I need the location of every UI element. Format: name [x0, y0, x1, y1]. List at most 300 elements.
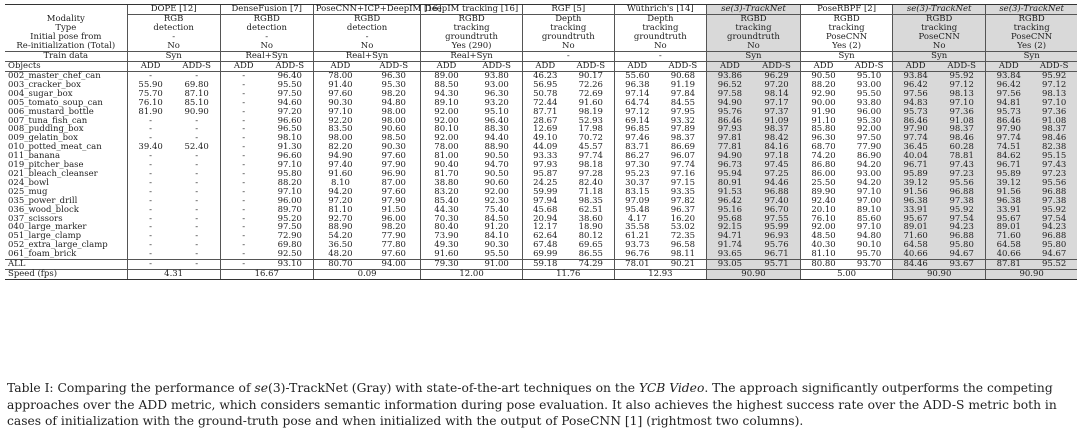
metric-value-text: 40.66	[903, 249, 928, 260]
metric-value-text: 74.20	[811, 151, 836, 162]
method-reinit-text: No	[932, 41, 946, 52]
method-train-text: Real+Syn	[345, 51, 389, 62]
caption-part2: (3)-TrackNet (Gray) with state-of-the-art techniques on the	[268, 381, 639, 396]
metric-header-text: ADD-S	[379, 61, 409, 72]
metric-value-text: 94.00	[381, 259, 406, 270]
metric-value-text: 95.92	[1041, 71, 1067, 81]
metric-value-text: 69.80	[277, 240, 302, 251]
metric-value-text: 97.90	[903, 124, 928, 135]
metric-value-text: 45.57	[578, 142, 603, 153]
metric-value-text: 39.12	[996, 177, 1021, 188]
method-name-text: PoseRBPF [2]	[817, 4, 877, 15]
metric-value-text: 94.30	[434, 88, 459, 99]
metric-value-text: 30.37	[625, 177, 650, 188]
metric-value-text: 95.70	[856, 249, 882, 260]
method-reinit-text: No	[562, 41, 575, 52]
metric-value-text: 97.74	[578, 151, 603, 162]
row-label	[5, 52, 127, 62]
metric-value-text: 59.99	[533, 186, 558, 197]
metric-value-text: 97.36	[949, 106, 974, 117]
method-name-text: se(3)-TrackNet	[721, 4, 786, 15]
metric-value-text: 96.60	[277, 151, 302, 162]
speed-value-text: 90.90	[927, 268, 952, 279]
metric-value-text: 97.00	[856, 195, 882, 206]
metric-value-text: 96.88	[949, 186, 974, 197]
metric-value-text: 92.15	[717, 222, 743, 233]
metric-value-text: 93.67	[949, 259, 974, 270]
metric-value-text: 45.68	[533, 204, 558, 215]
metric-value-text: 95.30	[856, 115, 882, 126]
method-modality-text: RGBD	[926, 14, 953, 25]
metric-value-text: 97.74	[996, 133, 1021, 144]
metric-value-text: 93.84	[903, 71, 928, 81]
metric-value-text: 76.10	[138, 97, 163, 108]
metric-value-text: 85.60	[856, 213, 882, 224]
metric-value-text: -	[242, 160, 246, 171]
metric-value	[267, 260, 314, 270]
metric-value-text: 95.56	[1041, 177, 1067, 188]
metric-value-text: 87.10	[184, 88, 209, 99]
metric-value-text: -	[195, 249, 199, 260]
metric-value	[367, 260, 421, 270]
metric-value-text: 89.00	[434, 71, 459, 81]
metric-value-text: 68.70	[811, 142, 836, 153]
metric-value-text: 97.23	[949, 168, 974, 179]
metric-value-text: 91.53	[717, 186, 743, 197]
metric-value-text: -	[242, 249, 246, 260]
caption-part3: . The approach significantly outperforms the competing approaches over the ADD metric, which considers semantic information during pose evaluation. It also achieves the highest success rate over the ADD-S metric both in cases of initialization with the ground-truth pose and when initialized with the output of PoseCNN [1] (rightmost two columns).	[7, 381, 1057, 428]
metric-value	[614, 260, 660, 270]
metric-value-text: 81.90	[138, 106, 163, 117]
metric-value-text: 62.51	[578, 204, 603, 215]
metric-value-text: 96.88	[1041, 231, 1067, 242]
metric-value-text: 77.81	[717, 142, 743, 153]
metric-value-text: 97.17	[764, 97, 789, 108]
table-row	[5, 33, 1077, 42]
metric-value-text: 92.00	[434, 133, 459, 144]
metric-value-text: 90.21	[670, 259, 696, 270]
metric-value-text: 94.71	[717, 231, 743, 242]
metric-header-text: ADD	[905, 61, 926, 72]
metric-value-text: 95.48	[625, 204, 650, 215]
metric-value-text: 52.40	[184, 142, 209, 153]
metric-value-text: 86.27	[625, 151, 650, 162]
metric-value	[753, 260, 801, 270]
metric-value-text: 96.70	[764, 204, 789, 215]
metric-value-text: 97.74	[903, 133, 928, 144]
method-name	[522, 5, 614, 15]
metric-value-text: 81.00	[434, 151, 459, 162]
metric-value-text: 77.90	[381, 231, 406, 242]
method-train	[313, 52, 421, 62]
metric-value-text: 96.76	[625, 249, 650, 260]
method-modality-text: RGB	[163, 14, 184, 25]
object-name-text: 003_cracker_box	[8, 79, 81, 90]
metric-value-text: 48.20	[328, 249, 353, 260]
metric-value-text: 88.90	[328, 222, 353, 233]
metric-value-text: 95.50	[856, 88, 882, 99]
metric-value-text: 92.90	[811, 88, 836, 99]
metric-header	[367, 62, 421, 72]
results-table	[5, 4, 1077, 280]
metric-header	[1031, 62, 1077, 72]
method-reinit-text: No	[167, 41, 180, 52]
metric-value-text: 78.81	[949, 151, 974, 162]
metric-value-text: 17.98	[578, 124, 603, 135]
metric-value-text: 89.90	[811, 186, 836, 197]
metric-value-text: 50.78	[533, 88, 558, 99]
metric-value-text: 95.89	[996, 168, 1021, 179]
metric-value-text: 97.20	[764, 79, 789, 90]
method-modality-text: RGBD	[253, 14, 280, 25]
metric-value-text: 91.60	[328, 168, 353, 179]
method-modality-text: RGBD	[1018, 14, 1045, 25]
metric-value-text: 91.40	[328, 79, 353, 90]
metric-value-text: 35.58	[625, 222, 650, 233]
metric-value-text: 95.10	[856, 71, 882, 81]
metric-value-text: -	[149, 124, 153, 135]
metric-value-text: 60.28	[949, 142, 974, 153]
metric-header	[220, 62, 267, 72]
metric-value-text: 98.35	[578, 195, 603, 206]
metric-value-text: 94.23	[1041, 222, 1067, 233]
metric-value-text: 86.00	[811, 168, 836, 179]
metric-value-text: 95.92	[949, 71, 974, 81]
metric-value-text: 90.00	[811, 97, 836, 108]
metric-header-text: ADD	[813, 61, 834, 72]
metric-value-text: 95.71	[764, 259, 789, 270]
metric-value-text: 71.60	[903, 231, 928, 242]
metric-value-text: 92.00	[434, 106, 459, 117]
metric-value-text: 94.80	[381, 97, 406, 108]
metric-value-text: 98.50	[381, 133, 406, 144]
metric-value-text: 95.73	[903, 106, 928, 117]
metric-value	[568, 260, 615, 270]
metric-value-text: -	[195, 222, 199, 233]
method-init-text: -	[172, 32, 176, 43]
metric-value-text: 53.02	[670, 222, 696, 233]
metric-value-text: 96.52	[717, 79, 743, 90]
metric-value-text: 91.56	[996, 186, 1021, 197]
metric-value-text: 44.09	[533, 142, 558, 153]
metric-value-text: 36.45	[903, 142, 928, 153]
metric-value-text: 92.50	[277, 249, 302, 260]
metric-value-text: 67.48	[533, 240, 558, 251]
metric-value-text: 98.19	[578, 106, 603, 117]
speed-value-text: 16.67	[254, 268, 279, 279]
speed-value	[893, 269, 986, 279]
metric-value-text: 94.81	[996, 97, 1021, 108]
speed-value	[986, 269, 1077, 279]
metric-value-text: 97.12	[1041, 79, 1067, 90]
metric-value-text: -	[195, 195, 199, 206]
speed-value-text: 11.76	[556, 268, 581, 279]
metric-value-text: 86.55	[578, 249, 603, 260]
metric-value-text: 70.30	[434, 213, 459, 224]
metric-value-text: -	[149, 186, 153, 197]
metric-value-text: 97.46	[625, 133, 650, 144]
method-train	[801, 52, 893, 62]
metric-header	[313, 62, 367, 72]
metric-value-text: 86.90	[856, 151, 882, 162]
metric-value-text: 96.00	[856, 106, 882, 117]
metric-value-text: 98.46	[1041, 133, 1067, 144]
method-name-text: RGF [5]	[551, 4, 586, 15]
metric-header	[846, 62, 893, 72]
metric-header-text: ADD	[436, 61, 457, 72]
metric-value-text: 69.80	[184, 79, 209, 90]
metric-header-text: ADD	[535, 61, 556, 72]
metric-value	[660, 260, 707, 270]
metric-value-text: 97.36	[1041, 106, 1067, 117]
metric-value-text: 88.20	[811, 79, 836, 90]
metric-value-text: 74.29	[578, 259, 603, 270]
metric-value-text: 90.10	[856, 240, 882, 251]
metric-header	[614, 62, 660, 72]
metric-value	[893, 260, 939, 270]
metric-value-text: 96.00	[381, 213, 406, 224]
metric-value-text: 90.90	[184, 106, 209, 117]
metric-value-text: 90.68	[670, 71, 696, 81]
metric-value-text: 25.50	[811, 177, 836, 188]
metric-value-text: 59.18	[533, 259, 558, 270]
metric-value-text: 85.40	[434, 195, 459, 206]
metric-value-text: 96.60	[277, 115, 302, 126]
metric-header	[986, 62, 1032, 72]
metric-value-text: 93.84	[996, 71, 1021, 81]
method-modality-text: RGBD	[740, 14, 767, 25]
metric-value-text: 40.30	[811, 240, 836, 251]
metric-value-text: 95.94	[717, 168, 743, 179]
metric-value-text: -	[195, 213, 199, 224]
metric-value-text: 95.10	[484, 106, 509, 117]
caption-part1: Table I: Comparing the performance of	[7, 381, 255, 396]
metric-value-text: 93.65	[717, 249, 743, 260]
metric-value-text: 86.80	[811, 160, 836, 171]
metric-value-text: 8.10	[330, 177, 350, 188]
metric-header	[706, 62, 753, 72]
metric-value-text: 94.46	[764, 177, 789, 188]
metric-value-text: 72.26	[578, 79, 603, 90]
speed-value-text: 4.31	[164, 268, 184, 279]
metric-value-text: 95.56	[949, 177, 974, 188]
metric-value-text: 97.94	[533, 195, 558, 206]
metric-header-text: ADD-S	[482, 61, 511, 72]
metric-value-text: 80.80	[811, 259, 836, 270]
speed-label-text: Speed (fps)	[8, 268, 58, 279]
metric-value-text: 91.19	[670, 79, 696, 90]
metric-value-text: 94.60	[277, 97, 302, 108]
method-reinit-text: No	[747, 41, 760, 52]
metric-header-text: ADD-S	[762, 61, 791, 72]
object-name-text: 040_large_marker	[8, 222, 87, 233]
metric-value-text: 76.10	[811, 213, 836, 224]
speed-value	[127, 269, 220, 279]
metric-value	[938, 260, 986, 270]
metric-value-text: 64.58	[903, 240, 928, 251]
table-row	[5, 269, 1077, 279]
metric-value-text: 96.40	[484, 115, 509, 126]
metric-value-text: 97.10	[1041, 97, 1067, 108]
metric-value-text: 81.10	[811, 249, 836, 260]
metric-value-text: 98.46	[949, 133, 974, 144]
metric-value-text: 93.70	[856, 259, 882, 270]
metric-value-text: 82.40	[578, 177, 603, 188]
metric-value-text: 52.93	[578, 115, 603, 126]
metric-value-text: 96.50	[277, 124, 302, 135]
metric-value-text: 85.10	[184, 97, 209, 108]
metric-header	[660, 62, 707, 72]
metric-value-text: 92.20	[328, 115, 353, 126]
object-name-text: 004_sugar_box	[8, 88, 73, 99]
method-init-text: PoseCNN	[918, 32, 960, 43]
metric-value-text: 83.50	[328, 124, 353, 135]
speed-value-text: 90.90	[1019, 268, 1044, 279]
method-name	[313, 4, 442, 15]
metric-value-text: 91.08	[949, 115, 974, 126]
metric-value-text: 96.38	[903, 195, 928, 206]
method-train-text: Real+Syn	[245, 51, 288, 62]
table-row	[5, 52, 1077, 62]
metric-value-text: 97.50	[856, 133, 882, 144]
metric-value-text: 96.42	[717, 195, 743, 206]
method-modality-text: RGBD	[833, 14, 860, 25]
speed-value	[522, 269, 614, 279]
metric-value-text: 90.30	[328, 97, 353, 108]
metric-value-text: 95.20	[277, 213, 302, 224]
metric-value-text: 96.40	[277, 71, 302, 81]
metric-value-text: 94.40	[484, 133, 509, 144]
metric-value-text: -	[195, 231, 199, 242]
method-name	[801, 5, 893, 15]
metric-value-text: 96.37	[670, 204, 696, 215]
method-reinit-text: No	[654, 41, 667, 52]
metric-value-text: 91.09	[764, 115, 789, 126]
metric-value-text: 40.04	[903, 151, 928, 162]
metric-value-text: 92.70	[328, 213, 353, 224]
method-train-text: Syn	[165, 51, 182, 62]
metric-value-text: 97.60	[381, 186, 406, 197]
metric-value	[472, 260, 523, 270]
metric-value-text: 71.18	[578, 186, 603, 197]
metric-value-text: 84.55	[670, 97, 696, 108]
metric-value-text: 87.00	[381, 177, 406, 188]
method-type-text: tracking	[828, 23, 865, 34]
metric-value-text: 97.37	[764, 106, 789, 117]
object-name-text: 052_extra_large_clamp	[8, 240, 108, 251]
metric-value-text: 89.70	[277, 204, 302, 215]
metric-value-text: 33.91	[996, 204, 1021, 215]
metric-value-text: 94.90	[717, 97, 743, 108]
metric-value-text: 80.10	[434, 124, 459, 135]
metric-value-text: -	[242, 259, 246, 270]
metric-value-text: 88.30	[484, 124, 509, 135]
metric-value-text: 88.20	[277, 177, 302, 188]
metric-value-text: -	[242, 133, 246, 144]
metric-value-text: 97.30	[625, 160, 650, 171]
metric-value-text: -	[149, 222, 153, 233]
metric-value-text: 97.16	[670, 168, 696, 179]
metric-value-text: 61.21	[625, 231, 650, 242]
metric-header	[753, 62, 801, 72]
metric-value-text: 97.40	[328, 160, 353, 171]
metric-value-text: 97.43	[949, 160, 974, 171]
metric-value-text: -	[149, 177, 153, 188]
metric-value-text: 97.90	[381, 195, 406, 206]
metric-value-text: 93.33	[533, 151, 558, 162]
metric-value-text: 97.10	[856, 186, 882, 197]
metric-value-text: -	[242, 71, 246, 81]
metric-value-text: 98.20	[381, 222, 406, 233]
method-name-text: se(3)-TrackNet	[999, 4, 1064, 15]
metric-value-text: 92.00	[811, 222, 836, 233]
metric-value-text: 97.60	[328, 88, 353, 99]
metric-value	[801, 260, 847, 270]
metric-value-text: 94.20	[328, 186, 353, 197]
method-type-text: detection	[346, 23, 388, 34]
metric-value-text: -	[242, 177, 246, 188]
metric-value-text: 54.20	[328, 231, 353, 242]
method-name	[893, 5, 986, 15]
speed-value	[220, 269, 313, 279]
metric-value	[127, 260, 174, 270]
metric-value-text: 95.80	[949, 240, 974, 251]
metric-value-text: 12.69	[533, 124, 558, 135]
metric-value-text: 89.01	[996, 222, 1021, 233]
metric-value	[986, 260, 1032, 270]
method-type-text: tracking	[550, 23, 587, 34]
metric-value-text: -	[242, 204, 246, 215]
speed-value-text: 5.00	[837, 268, 857, 279]
object-name-text: 025_mug	[8, 186, 48, 197]
metric-value-text: 80.40	[434, 222, 459, 233]
metric-value-text: 96.30	[811, 133, 836, 144]
metric-value-text: 84.50	[484, 213, 509, 224]
method-train-text: Syn	[838, 51, 855, 62]
metric-value-text: -	[242, 115, 246, 126]
metric-value-text: 93.00	[856, 168, 882, 179]
metric-value-text: 95.67	[996, 213, 1021, 224]
metric-value-text: 97.20	[328, 195, 353, 206]
metric-value	[1031, 260, 1077, 270]
metric-value-text: -	[149, 204, 153, 215]
object-name-text: 010_potted_meat_can	[8, 142, 102, 153]
metric-value-text: -	[149, 133, 153, 144]
metric-value-text: 88.90	[484, 142, 509, 153]
method-train	[893, 52, 986, 62]
metric-value-text: -	[195, 115, 199, 126]
metric-value-text: 93.35	[670, 186, 696, 197]
metric-value-text: 93.86	[717, 71, 743, 81]
row-label-text: Re-initialization (Total)	[16, 41, 116, 52]
metric-value-text: 98.11	[670, 249, 696, 260]
metric-value-text: -	[242, 151, 246, 162]
metric-value-text: 94.90	[328, 151, 353, 162]
metric-value-text: 94.80	[856, 231, 882, 242]
metric-value-text: 98.13	[1041, 88, 1067, 99]
method-train	[127, 52, 220, 62]
metric-value-text: 96.73	[717, 160, 743, 171]
metric-value-text: 97.45	[764, 160, 789, 171]
metric-value-text: 69.99	[533, 249, 558, 260]
metric-value-text: 97.74	[670, 160, 696, 171]
metric-header-text: ADD-S	[668, 61, 698, 72]
metric-value-text: 97.10	[949, 97, 974, 108]
metric-value-text: -	[195, 177, 199, 188]
table-caption	[7, 380, 1073, 429]
metric-value-text: 94.90	[717, 151, 743, 162]
metric-value-text: 87.81	[996, 259, 1021, 270]
